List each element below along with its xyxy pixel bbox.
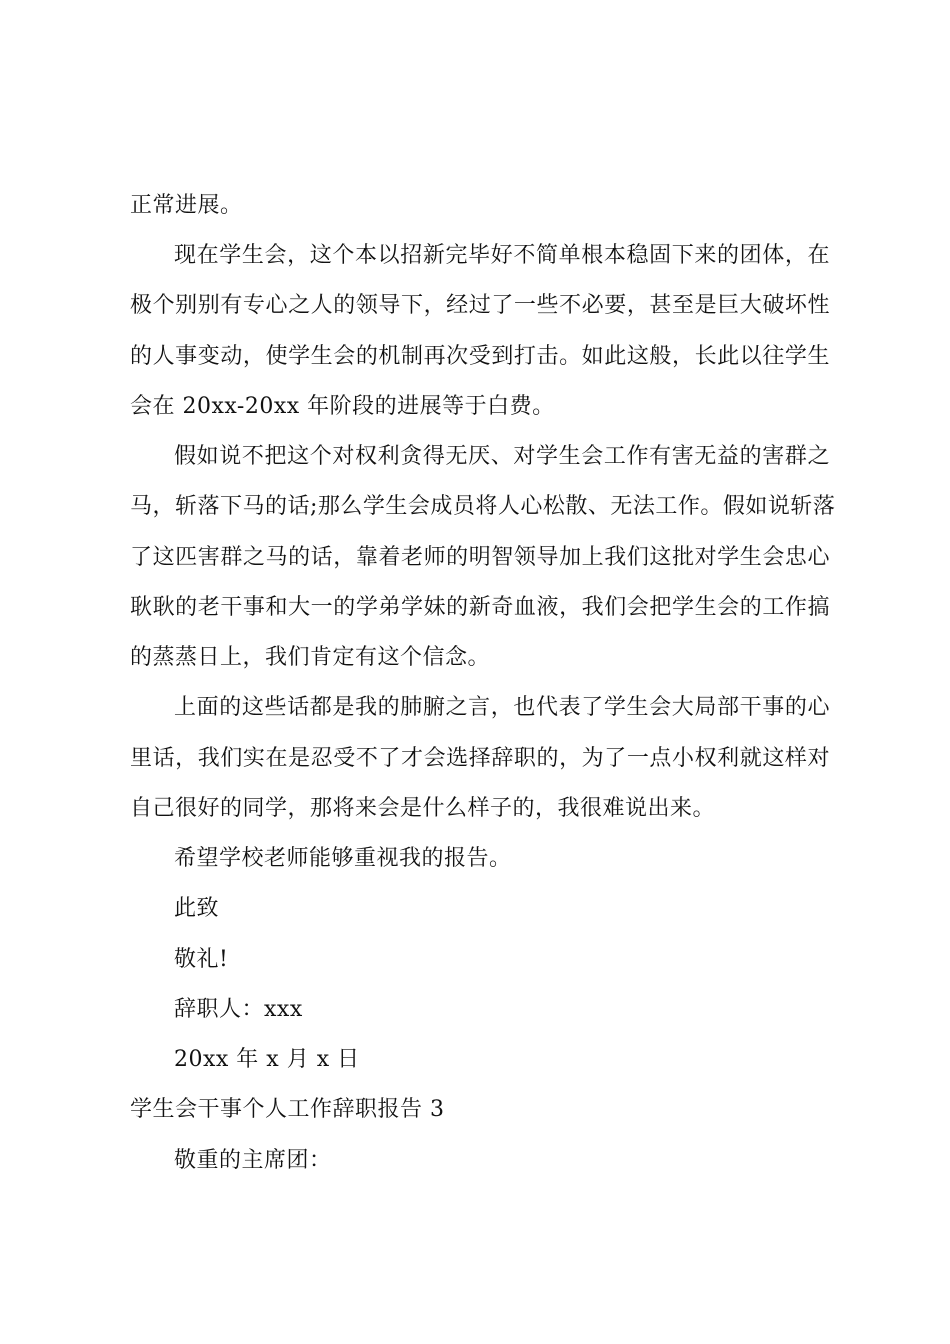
paragraph-line: 自己很好的同学，那将来会是什么样子的，我很难说出来。 <box>130 796 716 821</box>
paragraph-line: 里话，我们实在是忍受不了才会选择辞职的，为了一点小权利就这样对 <box>130 746 830 771</box>
closing-regards: 敬礼! <box>174 947 229 972</box>
paragraph-line: 假如说不把这个对权利贪得无厌、对学生会工作有害无益的害群之 <box>174 444 830 469</box>
text-line: 正常进展。 <box>130 193 243 218</box>
paragraph-line: 的人事变动，使学生会的机制再次受到打击。如此这般，长此以往学生 <box>130 344 830 369</box>
paragraph-line: 的蒸蒸日上，我们肯定有这个信念。 <box>130 645 491 670</box>
greeting-line: 敬重的主席团： <box>174 1148 332 1173</box>
closing-salutation: 此致 <box>174 896 220 921</box>
paragraph-line: 耿耿的老干事和大一的学弟学妹的新奇血液，我们会把学生会的工作搞 <box>130 595 830 620</box>
paragraph-line: 极个别别有专心之人的领导下，经过了一些不必要，甚至是巨大破坏性 <box>130 293 830 318</box>
paragraph-line: 现在学生会，这个本以招新完毕好不简单根本稳固下来的团体，在 <box>174 243 830 268</box>
paragraph-line: 马，斩落下马的话;那么学生会成员将人心松散、无法工作。假如说斩落 <box>130 494 836 519</box>
section-heading: 学生会干事个人工作辞职报告 3 <box>130 1097 445 1122</box>
paragraph-line: 上面的这些话都是我的肺腑之言，也代表了学生会大局部干事的心 <box>174 695 830 720</box>
paragraph-line: 了这匹害群之马的话，靠着老师的明智领导加上我们这批对学生会忠心 <box>130 545 830 570</box>
date-line: 20xx 年 x 月 x 日 <box>174 1047 360 1072</box>
signature-line: 辞职人：xxx <box>174 997 303 1022</box>
paragraph-line: 希望学校老师能够重视我的报告。 <box>174 846 512 871</box>
paragraph-line: 会在 20xx-20xx 年阶段的进展等于白费。 <box>130 394 555 419</box>
